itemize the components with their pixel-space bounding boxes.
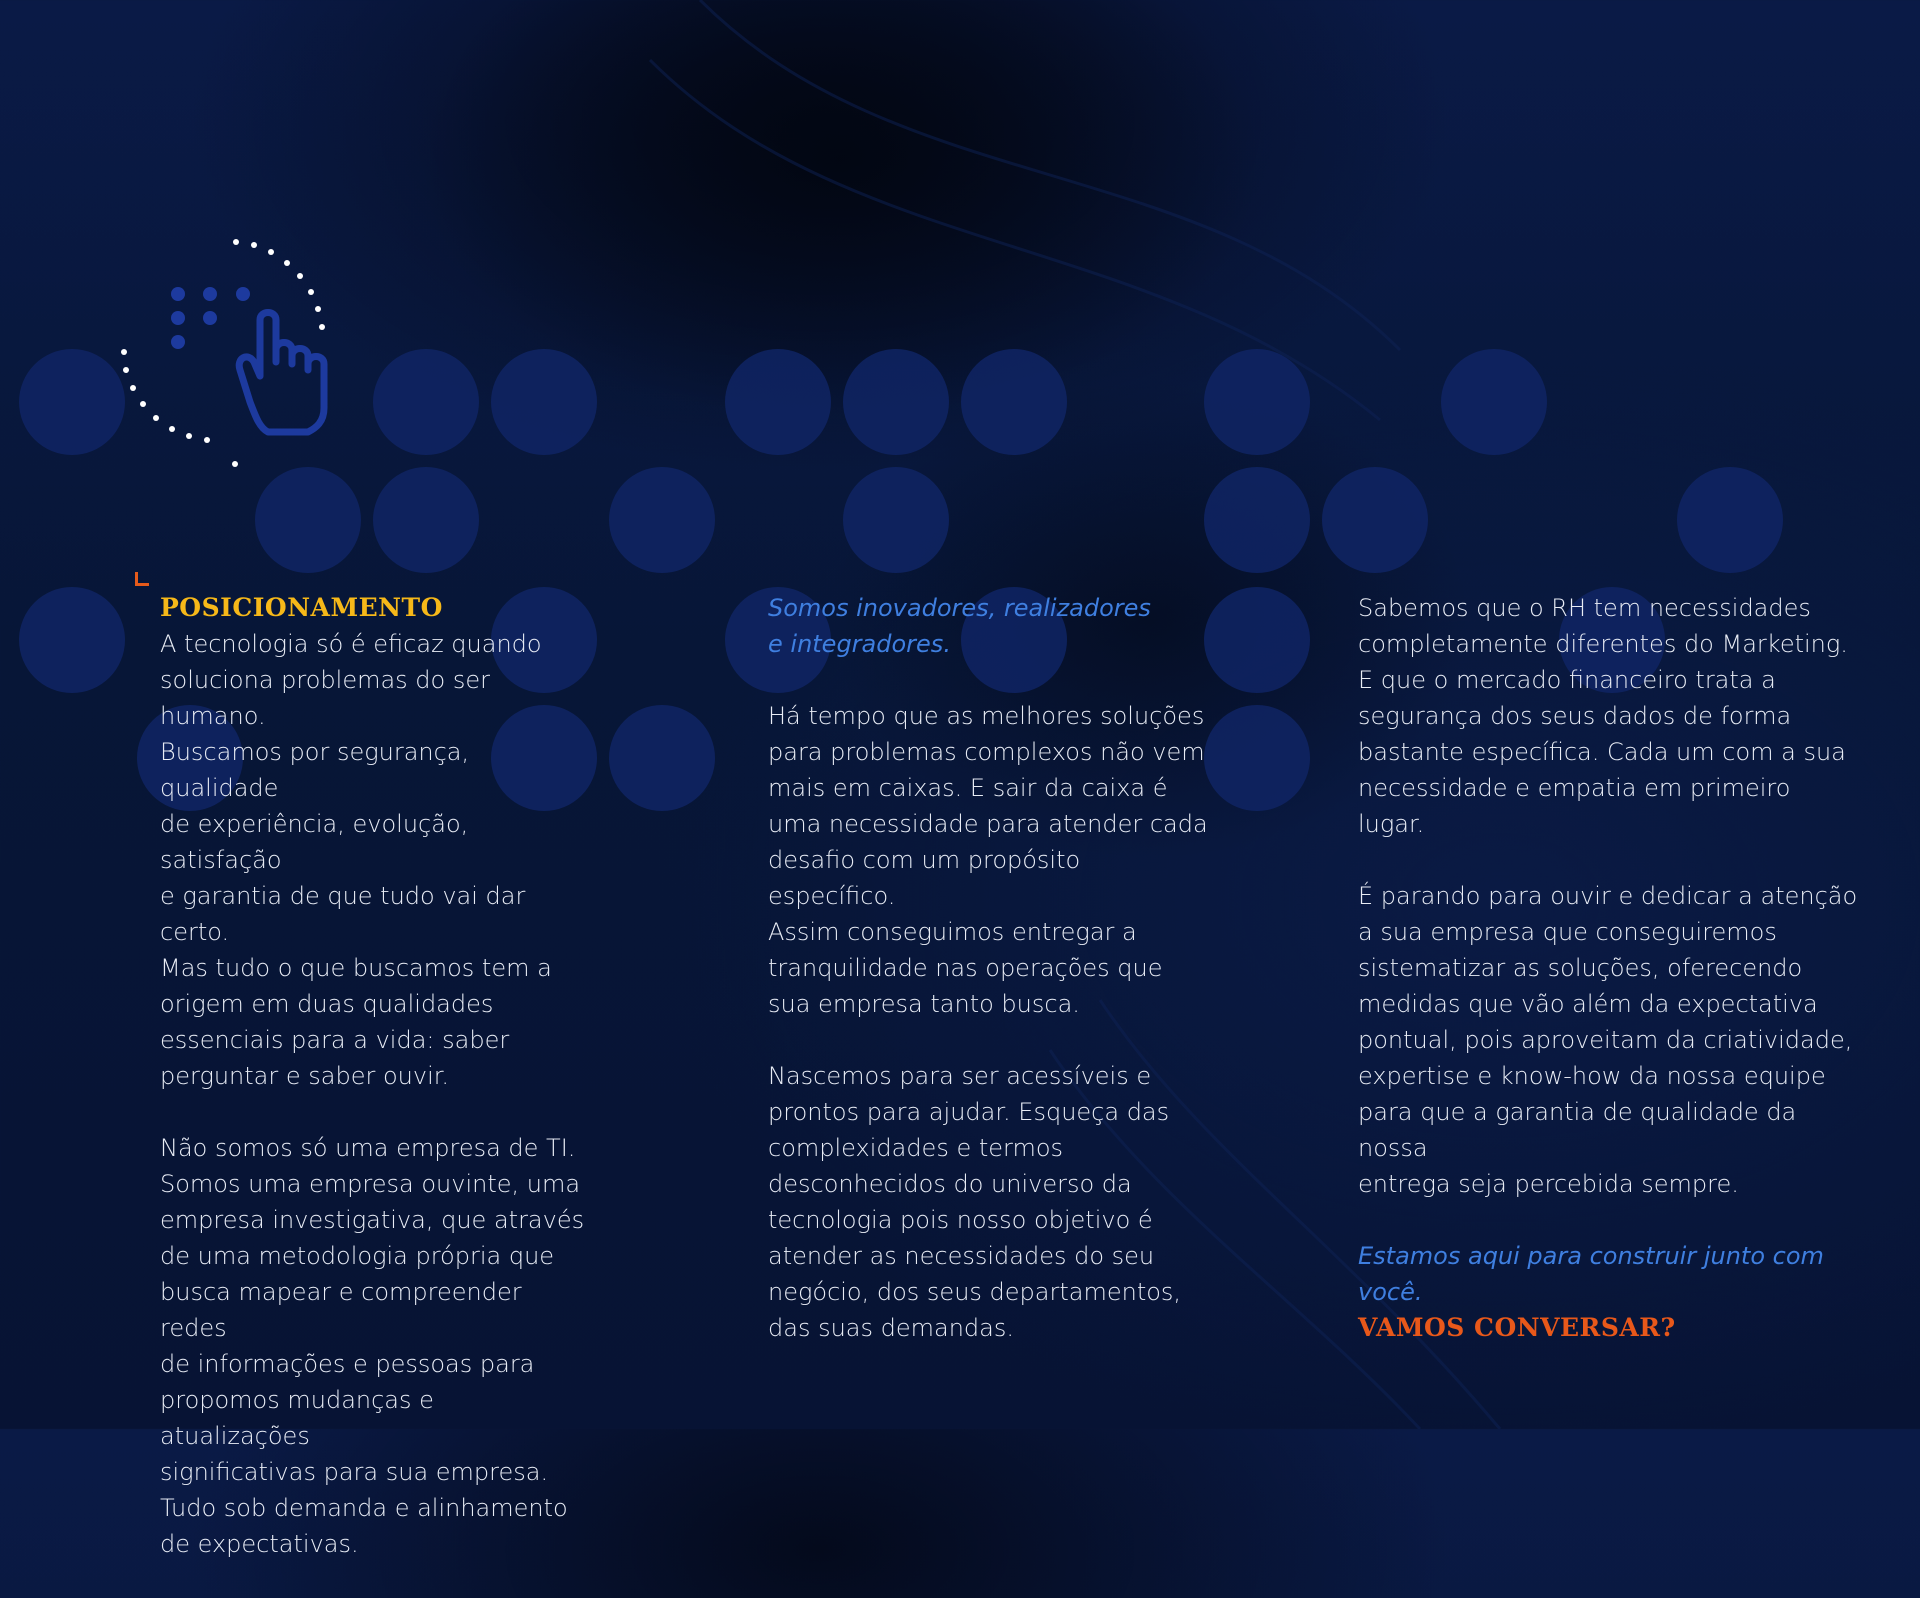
column-empathy (1358, 590, 1858, 1346)
grid-circle (373, 349, 479, 455)
grid-circle (491, 349, 597, 455)
grid-circle (1204, 705, 1310, 811)
column-positioning (160, 590, 590, 1598)
grid-circle (255, 467, 361, 573)
grid-circle (373, 467, 479, 573)
grid-circle (843, 349, 949, 455)
paragraph: Não somos só uma empresa de TI. Somos uma empresa ouvinte, uma empresa investigativa, que através de uma metodologia própria que busca mapear e compreender redes de informações e pessoas para propomos mudanças e atualizações significativas para sua empresa. Tudo sob demanda e alinhamento de expectativas. (160, 1134, 585, 1558)
grid-circle (1204, 349, 1310, 455)
grid-circle (19, 587, 125, 693)
grid-circle (1441, 349, 1547, 455)
grid-circle (1322, 467, 1428, 573)
tagline: Somos inovadores, realizadores e integradores. (768, 594, 1151, 658)
hand-pointer-icon (110, 232, 360, 472)
paragraph: Nascemos para ser acessíveis e prontos para ajudar. Esqueça das complexidades e termos desconhecidos do universo da tecnologia pois nosso objetivo é atender as necessidades do seu negócio, dos seus departamentos, das suas demandas. (768, 1062, 1182, 1342)
section-heading: POSICIONAMENTO (160, 593, 443, 622)
paragraph: Há tempo que as melhores soluções para problemas complexos não vem mais em caixas. E sair da caixa é uma necessidade para atender cada desafio com um propósito específico. Assim conseguimos entregar a tranquilidade nas operações que sua empresa tanto busca. (768, 702, 1208, 1018)
grid-circle (1677, 467, 1783, 573)
grid-circle (961, 349, 1067, 455)
paragraph: Sabemos que o RH tem necessidades completamente diferentes do Marketing. E que o mercado financeiro trata a segurança dos seus dados de forma bastante específica. Cada um com a sua necessidade e empatia em primeiro lugar. (1358, 594, 1848, 838)
grid-circle (843, 467, 949, 573)
closing-line: Estamos aqui para construir junto com você. (1358, 1242, 1824, 1306)
grid-circle (609, 467, 715, 573)
grid-circle (609, 705, 715, 811)
grid-circle (1204, 467, 1310, 573)
grid-circle (725, 349, 831, 455)
paragraph: A tecnologia só é eficaz quando soluciona problemas do ser humano. Buscamos por segurança, qualidade de experiência, evolução, satisfação e garantia de que tudo vai dar certo. Mas tudo o que buscamos tem a origem em duas qualidades essenciais para a vida: saber perguntar e saber ouvir. (160, 630, 552, 1090)
corner-mark (135, 572, 149, 586)
column-innovation (768, 590, 1208, 1382)
paragraph: É parando para ouvir e dedicar a atenção a sua empresa que conseguiremos sistematizar as soluções, oferecendo medidas que vão além da expectativa pontual, pois aproveitam da criatividade, expertise e know-how da nossa equipe para que a garantia de qualidade da nossa entrega seja percebida sempre. (1358, 882, 1858, 1198)
cta-heading: VAMOS CONVERSAR? (1358, 1313, 1676, 1342)
grid-circle (1204, 587, 1310, 693)
